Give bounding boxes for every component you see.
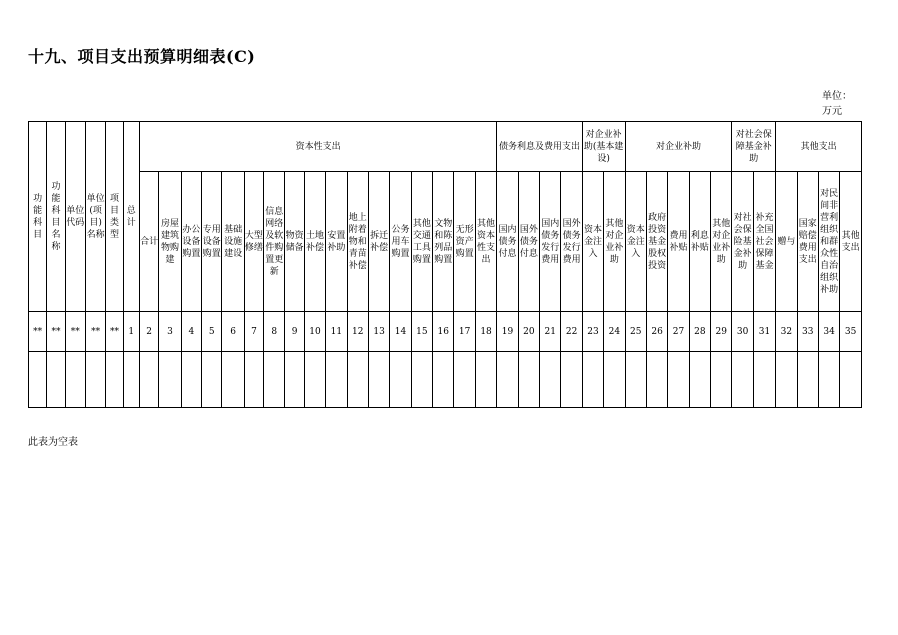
empty-cell bbox=[411, 352, 432, 408]
empty-cell bbox=[753, 352, 775, 408]
empty-cell bbox=[181, 352, 201, 408]
empty-cell bbox=[202, 352, 222, 408]
code-cell: 21 bbox=[540, 312, 561, 352]
page-title: 十九、项目支出预算明细表(C) bbox=[28, 47, 256, 66]
empty-cell bbox=[159, 352, 181, 408]
code-cell: 19 bbox=[497, 312, 518, 352]
code-cell: 4 bbox=[181, 312, 201, 352]
column-header: 信息网络及软件购置更新 bbox=[264, 172, 285, 312]
code-cell: 11 bbox=[326, 312, 347, 352]
code-cell: 6 bbox=[222, 312, 244, 352]
column-header: 功能科目 bbox=[29, 122, 47, 312]
empty-cell bbox=[689, 352, 710, 408]
code-cell: 23 bbox=[582, 312, 603, 352]
group-header: 对社会保障基金补助 bbox=[732, 122, 776, 172]
column-header: 其他支出 bbox=[840, 172, 862, 312]
code-cell: 28 bbox=[689, 312, 710, 352]
code-cell: 14 bbox=[390, 312, 411, 352]
code-cell: 8 bbox=[264, 312, 285, 352]
code-cell: 10 bbox=[304, 312, 325, 352]
empty-cell bbox=[264, 352, 285, 408]
code-cell: 15 bbox=[411, 312, 432, 352]
group-header: 其他支出 bbox=[776, 122, 862, 172]
column-header: 文物和陈列品购置 bbox=[433, 172, 454, 312]
column-header: 项目类型 bbox=[106, 122, 123, 312]
column-header: 拆迁补偿 bbox=[368, 172, 389, 312]
code-cell: 27 bbox=[668, 312, 689, 352]
code-cell: 34 bbox=[818, 312, 839, 352]
code-cell: ** bbox=[47, 312, 65, 352]
empty-cell bbox=[625, 352, 646, 408]
column-header: 国内债务发行费用 bbox=[540, 172, 561, 312]
code-cell: 17 bbox=[454, 312, 475, 352]
column-header: 其他资本性支出 bbox=[475, 172, 496, 312]
column-header: 办公设备购置 bbox=[181, 172, 201, 312]
empty-cell bbox=[518, 352, 539, 408]
code-cell: 30 bbox=[732, 312, 753, 352]
unit-label: 单位：万元 bbox=[822, 91, 852, 117]
code-cell: 9 bbox=[285, 312, 304, 352]
empty-cell bbox=[65, 352, 85, 408]
column-header: 专用设备购置 bbox=[202, 172, 222, 312]
empty-cell bbox=[106, 352, 123, 408]
code-cell: ** bbox=[106, 312, 123, 352]
empty-cell bbox=[285, 352, 304, 408]
code-cell: 7 bbox=[244, 312, 263, 352]
header-row-columns bbox=[29, 172, 862, 312]
empty-cell bbox=[244, 352, 263, 408]
empty-cell bbox=[368, 352, 389, 408]
budget-table bbox=[28, 121, 862, 408]
code-cell: 5 bbox=[202, 312, 222, 352]
code-row bbox=[29, 312, 862, 352]
empty-cell bbox=[222, 352, 244, 408]
empty-cell bbox=[123, 352, 139, 408]
column-header: 资本金注入 bbox=[582, 172, 603, 312]
column-header: 费用补贴 bbox=[668, 172, 689, 312]
group-header: 资本性支出 bbox=[139, 122, 496, 172]
column-header: 国外债务发行费用 bbox=[561, 172, 582, 312]
empty-cell bbox=[711, 352, 732, 408]
group-header: 对企业补助 bbox=[625, 122, 732, 172]
column-header: 总计 bbox=[123, 122, 139, 312]
column-header: 国内债务付息 bbox=[497, 172, 518, 312]
group-header: 对企业补助(基本建设) bbox=[582, 122, 625, 172]
column-header: 对社会保险基金补助 bbox=[732, 172, 753, 312]
code-cell: 3 bbox=[159, 312, 181, 352]
empty-cell bbox=[85, 352, 105, 408]
code-cell: 25 bbox=[625, 312, 646, 352]
column-header: 房屋建筑物购建 bbox=[159, 172, 181, 312]
column-header: 合计 bbox=[139, 172, 158, 312]
empty-cell bbox=[390, 352, 411, 408]
column-header: 国外债务付息 bbox=[518, 172, 539, 312]
column-header: 政府投资基金股权投资 bbox=[646, 172, 667, 312]
column-header: 无形资产购置 bbox=[454, 172, 475, 312]
empty-cell bbox=[668, 352, 689, 408]
code-cell: ** bbox=[65, 312, 85, 352]
empty-cell bbox=[347, 352, 368, 408]
column-header: 公务用车购置 bbox=[390, 172, 411, 312]
code-cell: 32 bbox=[776, 312, 797, 352]
empty-cell bbox=[776, 352, 797, 408]
empty-table-note: 此表为空表 bbox=[28, 437, 78, 448]
empty-cell bbox=[840, 352, 862, 408]
column-header: 赠与 bbox=[776, 172, 797, 312]
code-cell: 16 bbox=[433, 312, 454, 352]
empty-cell bbox=[732, 352, 753, 408]
code-cell: 2 bbox=[139, 312, 158, 352]
code-cell: 13 bbox=[368, 312, 389, 352]
column-header: 地上附着物和青苗补偿 bbox=[347, 172, 368, 312]
empty-cell bbox=[29, 352, 47, 408]
empty-cell bbox=[561, 352, 582, 408]
empty-cell bbox=[604, 352, 625, 408]
column-header: 利息补贴 bbox=[689, 172, 710, 312]
column-header: 其他对企业补助 bbox=[604, 172, 625, 312]
empty-cell bbox=[818, 352, 839, 408]
column-header: 对民间非营利组织和群众性自治组织补助 bbox=[818, 172, 839, 312]
code-cell: 26 bbox=[646, 312, 667, 352]
code-cell: ** bbox=[85, 312, 105, 352]
empty-cell bbox=[47, 352, 65, 408]
code-cell: 20 bbox=[518, 312, 539, 352]
empty-cell bbox=[304, 352, 325, 408]
code-cell: 18 bbox=[475, 312, 496, 352]
code-cell: 12 bbox=[347, 312, 368, 352]
empty-cell bbox=[139, 352, 158, 408]
header-row-groups bbox=[29, 122, 862, 172]
code-cell: 31 bbox=[753, 312, 775, 352]
column-header: 资本金注入 bbox=[625, 172, 646, 312]
column-header: 功能科目名称 bbox=[47, 122, 65, 312]
column-header: 单位代码 bbox=[65, 122, 85, 312]
column-header: 安置补助 bbox=[326, 172, 347, 312]
empty-cell bbox=[540, 352, 561, 408]
code-cell: 29 bbox=[711, 312, 732, 352]
column-header: 补充全国社会保障基金 bbox=[753, 172, 775, 312]
group-header: 债务利息及费用支出 bbox=[497, 122, 583, 172]
code-cell: 35 bbox=[840, 312, 862, 352]
empty-cell bbox=[433, 352, 454, 408]
table-row bbox=[29, 352, 862, 408]
column-header: 大型修缮 bbox=[244, 172, 263, 312]
column-header: 其他交通工具购置 bbox=[411, 172, 432, 312]
empty-cell bbox=[582, 352, 603, 408]
empty-cell bbox=[497, 352, 518, 408]
column-header: 土地补偿 bbox=[304, 172, 325, 312]
empty-cell bbox=[797, 352, 818, 408]
column-header: 物资储备 bbox=[285, 172, 304, 312]
code-cell: 22 bbox=[561, 312, 582, 352]
empty-cell bbox=[454, 352, 475, 408]
column-header: 国家赔偿费用支出 bbox=[797, 172, 818, 312]
column-header: 基础设施建设 bbox=[222, 172, 244, 312]
column-header: 单位(项目)名称 bbox=[85, 122, 105, 312]
code-cell: 24 bbox=[604, 312, 625, 352]
code-cell: 1 bbox=[123, 312, 139, 352]
column-header: 其他对企业补助 bbox=[711, 172, 732, 312]
code-cell: ** bbox=[29, 312, 47, 352]
code-cell: 33 bbox=[797, 312, 818, 352]
empty-cell bbox=[326, 352, 347, 408]
empty-cell bbox=[646, 352, 667, 408]
empty-cell bbox=[475, 352, 496, 408]
